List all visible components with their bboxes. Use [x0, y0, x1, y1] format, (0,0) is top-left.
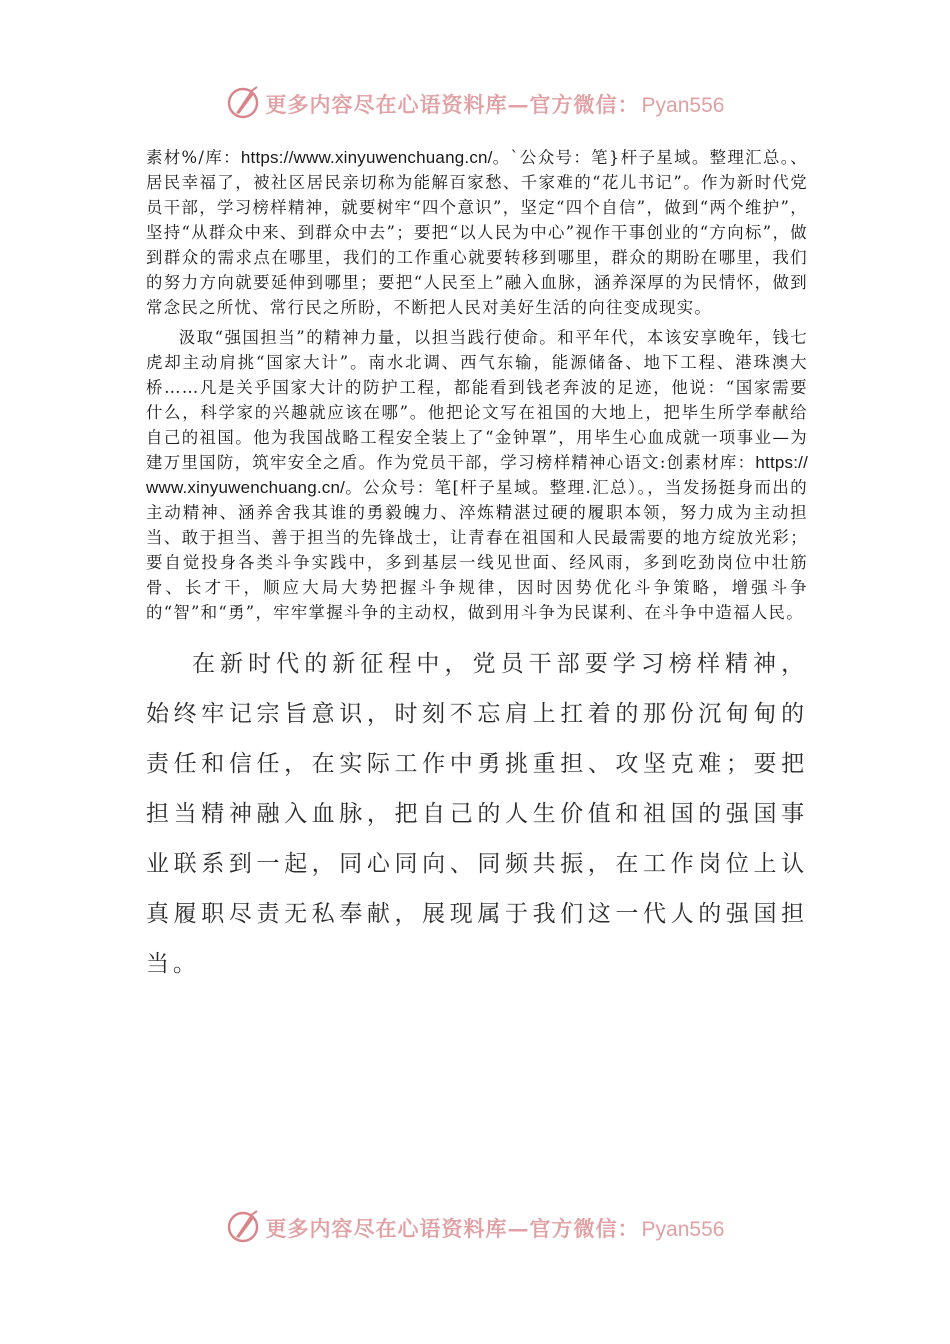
footer-banner-label: 更多内容尽在心语资料库—官方微信：	[265, 1216, 640, 1241]
footer-banner-text	[266, 1213, 725, 1243]
source-url-link-2[interactable]: https://www.xinyuwenchuang.cn/	[146, 453, 808, 497]
footer-wechat-id: Pyan556	[641, 1218, 725, 1241]
header-banner-label: 更多内容尽在心语资料库—官方微信：	[265, 92, 640, 117]
header-banner	[0, 84, 950, 124]
quill-logo-icon	[226, 85, 260, 119]
paragraph-1-lead: 素材%/库：	[146, 148, 241, 167]
source-url-link[interactable]: https://www.xinyuwenchuang.cn/	[240, 148, 493, 167]
paragraph-1	[146, 145, 808, 320]
paragraph-1-text: 。`公众号：笔}杆子星域。整理汇总。、居民幸福了，被社区居民亲切称为能解百家愁、千家难的“花儿书记”。作为新时代党员干部，学习榜样精神，就要树牢“四个意识”，坚定“四个自信”，做到“两个维护”，坚持“从群众中来、到群众中去”；要把“以人民为中心”视作干事创业的“方向标”，做到群众的需求点在哪里，我们的工作重心就要转移到哪里，群众的期盼在哪里，我们的努力方向就要延伸到哪里；要把“人民至上”融入血脉，涵养深厚的为民情怀，做到常念民之所忧、常行民之所盼，不断把人民对美好生活的向往变成现实。	[146, 148, 809, 317]
paragraph-2-text: 。公众号：笔[杆子星域。整理.汇总）。，当发扬挺身而出的主动精神、涵养舍我其谁的勇毅魄力、淬炼精湛过硬的履职本领，努力成为主动担当、敢于担当、善于担当的先锋战士，让青春在祖国和人民最需要的地方绽放光彩；要自觉投身各类斗争实践中，多到基层一线见世面、经风雨，多到吃劲岗位中壮筋骨、长才干，顺应大局大势把握斗争规律，因时因势优化斗争策略，增强斗争的“智”和“勇”，牢牢掌握斗争的主动权，做到用斗争为民谋利、在斗争中造福人民。	[146, 478, 808, 622]
header-banner-text	[266, 89, 725, 119]
footer-banner	[0, 1208, 950, 1248]
document-body	[146, 145, 808, 989]
paragraph-3: 在新时代的新征程中，党员干部要学习榜样精神，始终牢记宗旨意识，时刻不忘肩上扛着的那份沉甸甸的责任和信任，在实际工作中勇挑重担、攻坚克难；要把担当精神融入血脉，把自己的人生价值和祖国的强国事业联系到一起，同心同向、同频共振，在工作岗位上认真履职尽责无私奉献，展现属于我们这一代人的强国担当。	[146, 651, 808, 977]
header-wechat-id: Pyan556	[641, 94, 725, 117]
paragraph-2	[146, 325, 808, 625]
quill-logo-icon	[226, 1209, 260, 1243]
paragraph-2-lead: 汲取“强国担当”的精神力量，以担当践行使命。和平年代，本该安享晚年，钱七虎却主动肩挑“国家大计”。南水北调、西气东输，能源储备、地下工程、港珠澳大桥……凡是关乎国家大计的防护工程，都能看到钱老奔波的足迹，他说：“国家需要什么，科学家的兴趣就应该在哪”。他把论文写在祖国的大地上，把毕生所学奉献给自己的祖国。他为我国战略工程安全装上了“金钟罩”，用毕生心血成就一项事业—为建万里国防，筑牢安全之盾。作为党员干部，学习榜样精神心语文:创素材库：	[146, 328, 808, 472]
